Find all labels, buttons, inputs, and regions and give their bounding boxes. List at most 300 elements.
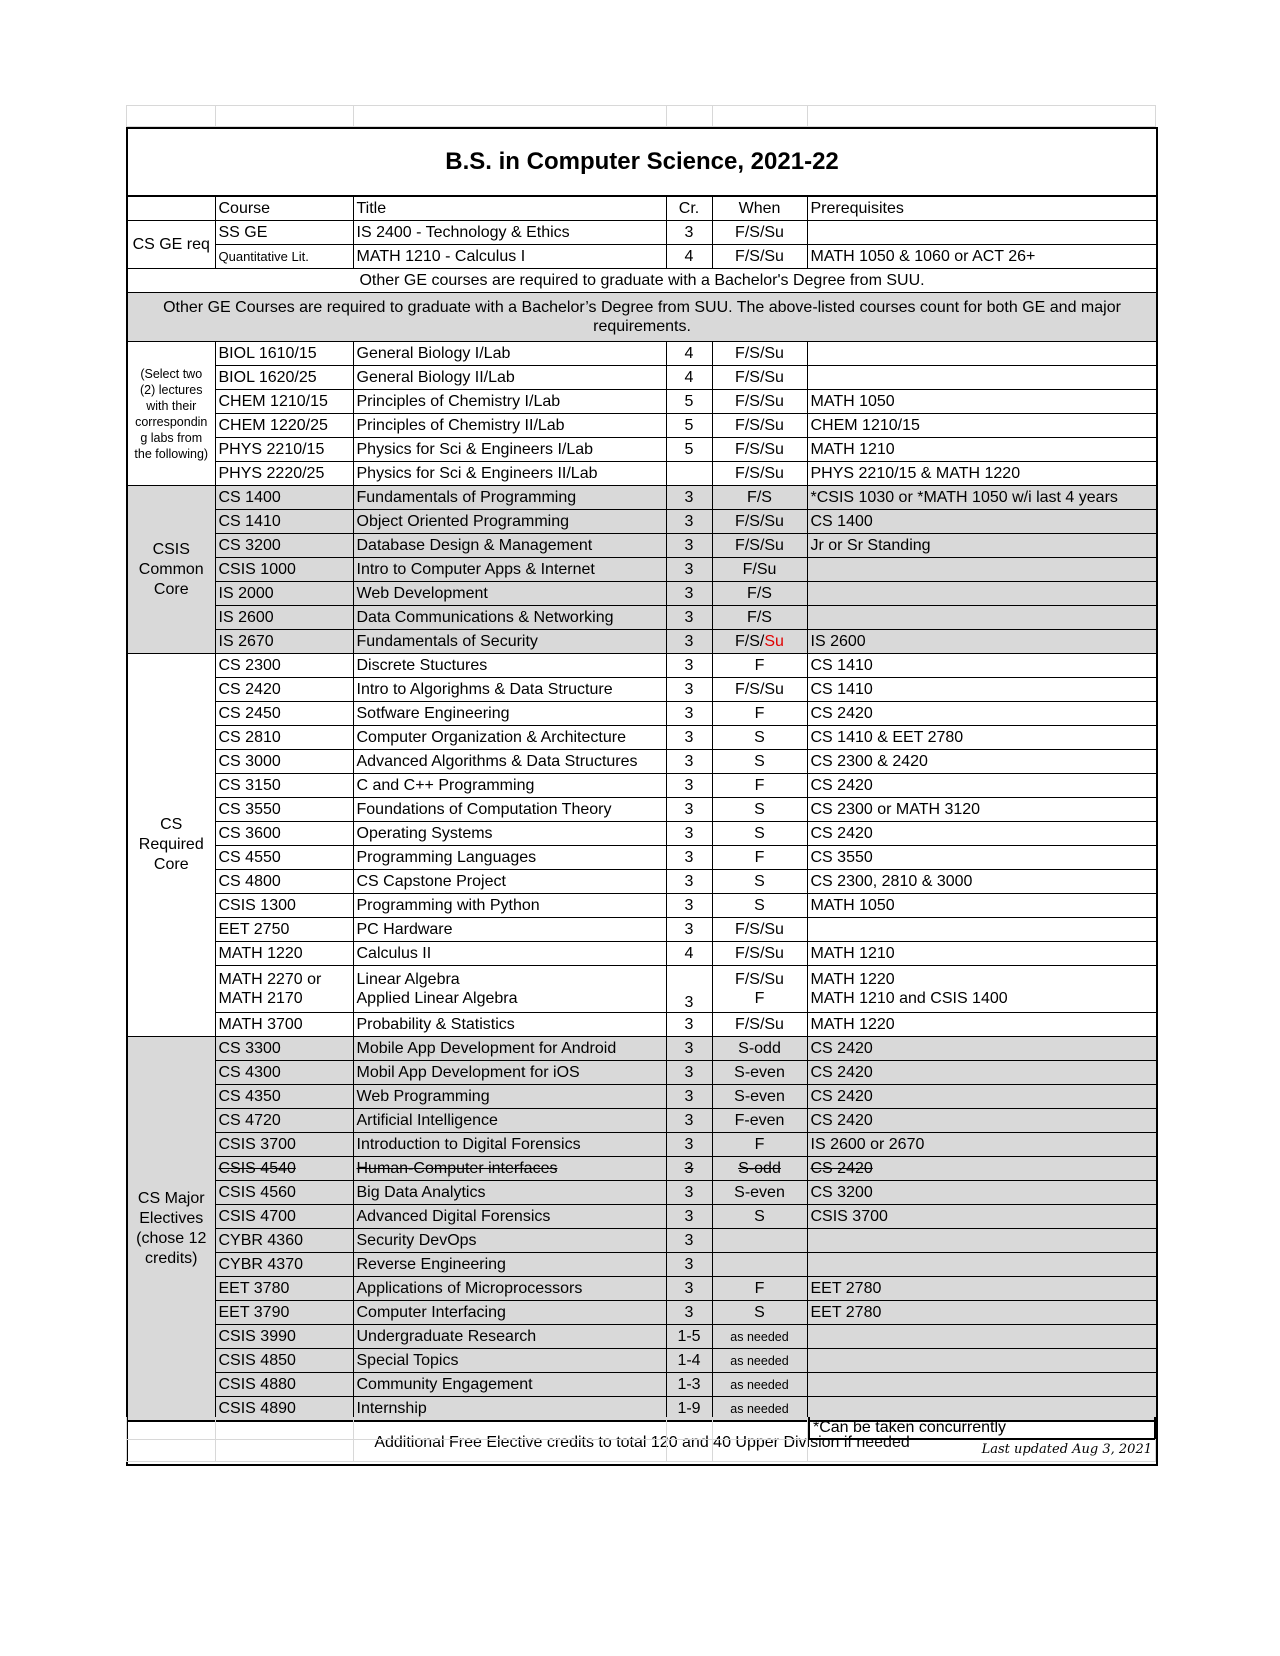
course-title: Principles of Chemistry II/Lab — [353, 414, 666, 438]
course-prereq: PHYS 2210/15 & MATH 1220 — [807, 462, 1157, 486]
course-credits: 3 — [666, 1109, 712, 1133]
table-row — [127, 1109, 1157, 1133]
table-row — [127, 678, 1157, 702]
course-credits: 3 — [666, 1181, 712, 1205]
course-code: CS 1400 — [215, 486, 353, 510]
course-title: Applications of Microprocessors — [353, 1277, 666, 1301]
course-title: PC Hardware — [353, 918, 666, 942]
course-credits: 3 — [666, 678, 712, 702]
course-credits: 3 — [666, 1229, 712, 1253]
course-prereq — [807, 1325, 1157, 1349]
course-when: F/S/Su — [712, 366, 807, 390]
table-row — [127, 582, 1157, 606]
course-title: Human-Computer interfaces — [353, 1157, 666, 1181]
course-prereq: CS 1410 — [807, 654, 1157, 678]
ge-note: Other GE courses are required to graduate with a Bachelor's Degree from SUU. — [127, 269, 1157, 293]
course-title: Physics for Sci & Engineers I/Lab — [353, 438, 666, 462]
header-row — [127, 196, 1157, 221]
course-prereq — [807, 342, 1157, 366]
course-when: F/S/Su — [712, 438, 807, 462]
course-credits: 3 — [666, 1205, 712, 1229]
course-credits: 4 — [666, 942, 712, 966]
course-when — [712, 1253, 807, 1277]
table-row — [127, 1349, 1157, 1373]
free-elective-note: Additional Free Elective credits to total 120 and 40 Upper Division if needed — [127, 1421, 1157, 1465]
course-when: S — [712, 1205, 807, 1229]
course-credits: 5 — [666, 414, 712, 438]
course-credits: 3 — [666, 774, 712, 798]
course-when: F/S/Su — [712, 534, 807, 558]
course-when: F/S — [712, 486, 807, 510]
course-prereq — [807, 221, 1157, 245]
table-row — [127, 1061, 1157, 1085]
course-title: Internship — [353, 1397, 666, 1422]
course-code: CS 4300 — [215, 1061, 353, 1085]
course-credits: 3 — [666, 582, 712, 606]
course-title: Programming with Python — [353, 894, 666, 918]
course-when: F — [712, 846, 807, 870]
table-row — [127, 918, 1157, 942]
course-prereq: IS 2600 — [807, 630, 1157, 654]
course-code: CSIS 4850 — [215, 1349, 353, 1373]
course-prereq: CS 2420 — [807, 774, 1157, 798]
course-code: SS GE — [215, 221, 353, 245]
course-title: Fundamentals of Security — [353, 630, 666, 654]
course-credits: 3 — [666, 510, 712, 534]
course-when: S-odd — [712, 1037, 807, 1061]
line-2: Applied Linear Algebra — [356, 990, 518, 1007]
line-1: MATH 1220 — [810, 971, 895, 988]
course-prereq: EET 2780 — [807, 1277, 1157, 1301]
line-1: Linear Algebra — [356, 971, 460, 988]
course-title: Programming Languages — [353, 846, 666, 870]
course-prereq: MATH 1210 — [807, 942, 1157, 966]
line-2: MATH 1210 and CSIS 1400 — [810, 990, 1008, 1007]
course-prereq: CS 3200 — [807, 1181, 1157, 1205]
course-prereq: *CSIS 1030 or *MATH 1050 w/i last 4 years — [807, 486, 1157, 510]
group-label-electives: CS Major Electives (chose 12 credits) — [127, 1037, 215, 1422]
table-row — [127, 245, 1157, 269]
course-credits: 3 — [666, 1133, 712, 1157]
course-credits: 3 — [666, 1301, 712, 1325]
course-title: Security DevOps — [353, 1229, 666, 1253]
course-when: as needed — [712, 1325, 807, 1349]
course-title: Advanced Algorithms & Data Structures — [353, 750, 666, 774]
course-when: F/S/Su — [712, 1013, 807, 1037]
curriculum-table — [126, 127, 1158, 1466]
course-title: Database Design & Management — [353, 534, 666, 558]
course-prereq: CS 2420 — [807, 702, 1157, 726]
course-when: as needed — [712, 1373, 807, 1397]
course-code: MATH 3700 — [215, 1013, 353, 1037]
course-code: IS 2600 — [215, 606, 353, 630]
course-credits: 3 — [666, 534, 712, 558]
course-credits: 3 — [666, 894, 712, 918]
course-prereq: CS 3550 — [807, 846, 1157, 870]
course-code: CS 3000 — [215, 750, 353, 774]
last-updated: Last updated Aug 3, 2021 — [808, 1439, 1156, 1462]
course-title: Advanced Digital Forensics — [353, 1205, 666, 1229]
course-prereq: CS 2300 & 2420 — [807, 750, 1157, 774]
course-title: Physics for Sci & Engineers II/Lab — [353, 462, 666, 486]
course-title: Operating Systems — [353, 822, 666, 846]
table-row — [127, 942, 1157, 966]
course-prereq: CS 1410 — [807, 678, 1157, 702]
table-row — [127, 1277, 1157, 1301]
table-row — [127, 414, 1157, 438]
course-code: CS 3550 — [215, 798, 353, 822]
course-code: CYBR 4370 — [215, 1253, 353, 1277]
course-title: Community Engagement — [353, 1373, 666, 1397]
line-1: F/S/Su — [735, 971, 784, 988]
table-row — [127, 1301, 1157, 1325]
course-code: IS 2670 — [215, 630, 353, 654]
course-when: F/Su — [712, 558, 807, 582]
course-when: F/S/Su — [712, 245, 807, 269]
course-prereq: CS 1400 — [807, 510, 1157, 534]
course-title: Calculus II — [353, 942, 666, 966]
course-code: CSIS 1300 — [215, 894, 353, 918]
course-when: F — [712, 702, 807, 726]
course-code: Quantitative Lit. — [215, 245, 353, 269]
table-row — [127, 846, 1157, 870]
two-line-cell — [215, 966, 353, 1013]
two-line-cell — [712, 966, 807, 1013]
course-code: CSIS 4880 — [215, 1373, 353, 1397]
spreadsheet-top-grid — [126, 105, 1156, 127]
course-code: PHYS 2210/15 — [215, 438, 353, 462]
course-when: S-odd — [712, 1157, 807, 1181]
course-credits: 3 — [666, 750, 712, 774]
course-credits: 3 — [666, 606, 712, 630]
course-code: CSIS 4560 — [215, 1181, 353, 1205]
table-row — [127, 726, 1157, 750]
course-code: EET 3790 — [215, 1301, 353, 1325]
course-code: CSIS 1000 — [215, 558, 353, 582]
course-code: MATH 1220 — [215, 942, 353, 966]
course-credits: 3 — [666, 486, 712, 510]
course-code: CS 4800 — [215, 870, 353, 894]
course-credits: 3 — [666, 1253, 712, 1277]
course-prereq: CSIS 3700 — [807, 1205, 1157, 1229]
two-line-cell — [807, 966, 1157, 1013]
course-code: CHEM 1210/15 — [215, 390, 353, 414]
course-title: Mobil App Development for iOS — [353, 1061, 666, 1085]
course-code: CSIS 3990 — [215, 1325, 353, 1349]
course-prereq — [807, 1253, 1157, 1277]
course-title: MATH 1210 - Calculus I — [353, 245, 666, 269]
course-credits — [666, 462, 712, 486]
course-prereq — [807, 558, 1157, 582]
course-prereq — [807, 918, 1157, 942]
course-code: CHEM 1220/25 — [215, 414, 353, 438]
table-row — [127, 558, 1157, 582]
course-title: Computer Interfacing — [353, 1301, 666, 1325]
course-code: CS 3200 — [215, 534, 353, 558]
table-row — [127, 221, 1157, 245]
course-prereq: MATH 1050 — [807, 894, 1157, 918]
course-when: F-even — [712, 1109, 807, 1133]
header-title: Title — [353, 196, 666, 221]
course-credits: 3 — [666, 918, 712, 942]
page-title: B.S. in Computer Science, 2021-22 — [127, 128, 1157, 196]
course-title: General Biology I/Lab — [353, 342, 666, 366]
group-label-science: (Select two (2) lectures with their correspondin g labs from the following) — [127, 342, 215, 486]
course-prereq: CS 2420 — [807, 1109, 1157, 1133]
course-title: CS Capstone Project — [353, 870, 666, 894]
course-when: F — [712, 774, 807, 798]
course-credits: 4 — [666, 342, 712, 366]
table-row — [127, 966, 1157, 1013]
table-row — [127, 654, 1157, 678]
course-credits: 3 — [666, 870, 712, 894]
course-code: CSIS 3700 — [215, 1133, 353, 1157]
course-prereq: MATH 1210 — [807, 438, 1157, 462]
table-row — [127, 1325, 1157, 1349]
course-prereq — [807, 1229, 1157, 1253]
header-course: Course — [215, 196, 353, 221]
course-credits: 3 — [666, 702, 712, 726]
when-text: F/S/ — [735, 632, 765, 650]
course-when: as needed — [712, 1349, 807, 1373]
course-title: Undergraduate Research — [353, 1325, 666, 1349]
course-when: F/S — [712, 606, 807, 630]
course-when: S-even — [712, 1085, 807, 1109]
course-when: F/S/Su — [712, 390, 807, 414]
course-code: EET 3780 — [215, 1277, 353, 1301]
course-title: Web Development — [353, 582, 666, 606]
course-prereq — [807, 582, 1157, 606]
course-code: CS 1410 — [215, 510, 353, 534]
table-row — [127, 1205, 1157, 1229]
course-title: General Biology II/Lab — [353, 366, 666, 390]
course-when: as needed — [712, 1397, 807, 1422]
course-title: Introduction to Digital Forensics — [353, 1133, 666, 1157]
course-when: F/S/Su — [712, 678, 807, 702]
table-row — [127, 462, 1157, 486]
when-text-highlight: Su — [764, 632, 784, 650]
course-prereq: CS 2420 — [807, 822, 1157, 846]
ge-banner: Other GE Courses are required to graduate with a Bachelor’s Degree from SUU. The above-listed courses count for both GE and major requirements. — [127, 293, 1157, 342]
course-when — [712, 1229, 807, 1253]
course-credits: 3 — [666, 1277, 712, 1301]
course-prereq: CS 2300 or MATH 3120 — [807, 798, 1157, 822]
line-2: F — [754, 990, 765, 1007]
course-credits: 3 — [666, 630, 712, 654]
course-when: F — [712, 1277, 807, 1301]
course-title: Special Topics — [353, 1349, 666, 1373]
course-when: F/S/Su — [712, 342, 807, 366]
course-prereq: MATH 1220 — [807, 1013, 1157, 1037]
course-title: Fundamentals of Programming — [353, 486, 666, 510]
course-code: CS 4720 — [215, 1109, 353, 1133]
course-prereq: CS 2420 — [807, 1061, 1157, 1085]
table-row — [127, 1229, 1157, 1253]
course-credits: 3 — [666, 1037, 712, 1061]
course-when: F/S/Su — [712, 462, 807, 486]
table-row — [127, 1157, 1157, 1181]
course-when: S — [712, 750, 807, 774]
course-title: Probability & Statistics — [353, 1013, 666, 1037]
course-prereq — [807, 1349, 1157, 1373]
course-credits: 4 — [666, 245, 712, 269]
table-row — [127, 702, 1157, 726]
group-label-csis-core: CSIS Common Core — [127, 486, 215, 654]
table-row — [127, 1253, 1157, 1277]
course-code: IS 2000 — [215, 582, 353, 606]
course-credits: 3 — [666, 798, 712, 822]
course-credits: 1-3 — [666, 1373, 712, 1397]
two-line-cell — [353, 966, 666, 1013]
table-row — [127, 630, 1157, 654]
course-credits: 5 — [666, 390, 712, 414]
header-prerequisites: Prerequisites — [807, 196, 1157, 221]
table-row — [127, 438, 1157, 462]
course-title: Artificial Intelligence — [353, 1109, 666, 1133]
line-2: MATH 2170 — [218, 990, 303, 1007]
course-when: F/S/Su — [712, 510, 807, 534]
course-code: CS 2300 — [215, 654, 353, 678]
course-code: CSIS 4540 — [215, 1157, 353, 1181]
course-when: S — [712, 822, 807, 846]
course-code: BIOL 1620/25 — [215, 366, 353, 390]
course-code: CS 2810 — [215, 726, 353, 750]
header-credits: Cr. — [666, 196, 712, 221]
table-row — [127, 750, 1157, 774]
course-title: Mobile App Development for Android — [353, 1037, 666, 1061]
course-title: Sotfware Engineering — [353, 702, 666, 726]
table-row — [127, 1013, 1157, 1037]
course-prereq: EET 2780 — [807, 1301, 1157, 1325]
course-code: CS 4550 — [215, 846, 353, 870]
course-title: Object Oriented Programming — [353, 510, 666, 534]
course-credits: 3 — [666, 1085, 712, 1109]
course-when: S — [712, 726, 807, 750]
course-code: CS 2420 — [215, 678, 353, 702]
course-when: F — [712, 1133, 807, 1157]
course-title: Reverse Engineering — [353, 1253, 666, 1277]
header-when: When — [712, 196, 807, 221]
course-credits: 3 — [666, 726, 712, 750]
course-credits: 1-9 — [666, 1397, 712, 1422]
concurrent-note-row — [126, 1417, 1156, 1461]
course-when: S — [712, 1301, 807, 1325]
course-prereq: CS 2420 — [807, 1037, 1157, 1061]
course-title: Intro to Algorighms & Data Structure — [353, 678, 666, 702]
course-code: PHYS 2220/25 — [215, 462, 353, 486]
course-prereq — [807, 1373, 1157, 1397]
group-label-cs-core: CS Required Core — [127, 654, 215, 1037]
table-row — [127, 534, 1157, 558]
course-credits: 3 — [666, 221, 712, 245]
course-credits: 3 — [666, 1061, 712, 1085]
course-credits: 3 — [666, 558, 712, 582]
course-when: F/S — [712, 582, 807, 606]
table-row — [127, 894, 1157, 918]
course-prereq — [807, 606, 1157, 630]
course-code: CS 3150 — [215, 774, 353, 798]
course-credits: 3 — [666, 966, 712, 1013]
course-title: Data Communications & Networking — [353, 606, 666, 630]
course-title: Principles of Chemistry I/Lab — [353, 390, 666, 414]
course-credits: 3 — [666, 846, 712, 870]
course-prereq: MATH 1050 & 1060 or ACT 26+ — [807, 245, 1157, 269]
course-when: F/S/Su — [712, 414, 807, 438]
course-credits: 1-5 — [666, 1325, 712, 1349]
table-row — [127, 390, 1157, 414]
table-row — [127, 606, 1157, 630]
course-title: Intro to Computer Apps & Internet — [353, 558, 666, 582]
course-when: S-even — [712, 1181, 807, 1205]
course-title: Web Programming — [353, 1085, 666, 1109]
course-prereq: CS 2300, 2810 & 3000 — [807, 870, 1157, 894]
course-code: CS 2450 — [215, 702, 353, 726]
table-row — [127, 1373, 1157, 1397]
course-title: IS 2400 - Technology & Ethics — [353, 221, 666, 245]
course-title: Foundations of Computation Theory — [353, 798, 666, 822]
course-prereq: CS 2420 — [807, 1085, 1157, 1109]
table-row — [127, 1133, 1157, 1157]
course-when: F/S/Su — [712, 221, 807, 245]
table-row — [127, 774, 1157, 798]
course-when: S — [712, 870, 807, 894]
course-when: F/S/Su — [712, 942, 807, 966]
course-prereq: CS 1410 & EET 2780 — [807, 726, 1157, 750]
course-prereq: IS 2600 or 2670 — [807, 1133, 1157, 1157]
course-when — [712, 630, 807, 654]
course-code: CS 4350 — [215, 1085, 353, 1109]
course-code: CS 3300 — [215, 1037, 353, 1061]
course-when: S-even — [712, 1061, 807, 1085]
course-title: Computer Organization & Architecture — [353, 726, 666, 750]
course-code: CSIS 4890 — [215, 1397, 353, 1422]
course-when: S — [712, 894, 807, 918]
course-code: CSIS 4700 — [215, 1205, 353, 1229]
table-row — [127, 798, 1157, 822]
table-row — [127, 366, 1157, 390]
course-code: EET 2750 — [215, 918, 353, 942]
table-row — [127, 870, 1157, 894]
course-prereq: MATH 1050 — [807, 390, 1157, 414]
course-prereq: CS 2420 — [807, 1157, 1157, 1181]
course-code: CYBR 4360 — [215, 1229, 353, 1253]
course-prereq: CHEM 1210/15 — [807, 414, 1157, 438]
course-when: F/S/Su — [712, 918, 807, 942]
table-row — [127, 1037, 1157, 1061]
course-credits: 3 — [666, 822, 712, 846]
course-prereq — [807, 366, 1157, 390]
course-code: BIOL 1610/15 — [215, 342, 353, 366]
course-credits: 1-4 — [666, 1349, 712, 1373]
course-credits: 3 — [666, 1013, 712, 1037]
course-credits: 5 — [666, 438, 712, 462]
table-row — [127, 486, 1157, 510]
course-title: C and C++ Programming — [353, 774, 666, 798]
course-code: CS 3600 — [215, 822, 353, 846]
course-credits: 4 — [666, 366, 712, 390]
table-row — [127, 1085, 1157, 1109]
table-row — [127, 822, 1157, 846]
concurrent-note: *Can be taken concurrently — [808, 1417, 1156, 1440]
group-label-ge: CS GE req — [127, 221, 215, 269]
course-prereq: Jr or Sr Standing — [807, 534, 1157, 558]
line-1: MATH 2270 or — [218, 971, 322, 988]
table-row — [127, 342, 1157, 366]
table-row — [127, 510, 1157, 534]
table-row — [127, 1181, 1157, 1205]
curriculum-sheet — [126, 127, 1156, 1466]
course-title: Discrete Stuctures — [353, 654, 666, 678]
